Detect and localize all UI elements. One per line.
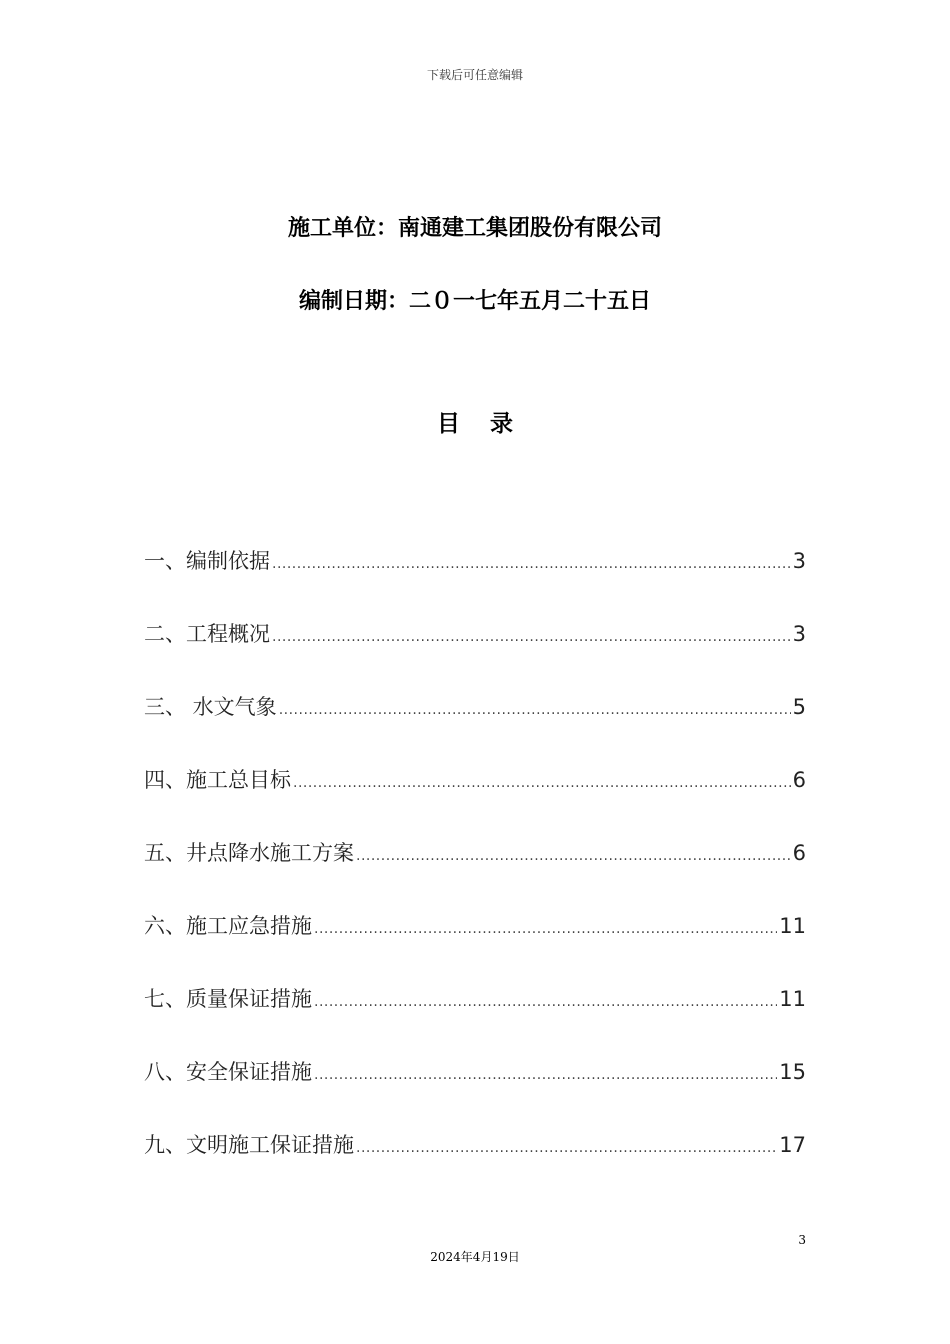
toc-entry[interactable] (144, 618, 806, 691)
compile-date: 编制日期：二０一七年五月二十五日 (298, 289, 651, 314)
toc-entry-page: 11 (779, 914, 806, 938)
toc-leader-dots (314, 1067, 777, 1083)
toc-leader-dots (272, 556, 791, 572)
toc-entry-page: 6 (792, 768, 806, 792)
toc-entry[interactable] (144, 910, 806, 983)
toc-entry[interactable] (144, 545, 806, 618)
toc-entry[interactable] (144, 837, 806, 910)
toc-entry-label: 八、安全保证措施 (144, 1060, 312, 1084)
toc-leader-dots (279, 702, 791, 718)
toc-entry-label: 六、施工应急措施 (144, 914, 312, 938)
toc-entry[interactable] (144, 983, 806, 1056)
page-number: 3 (798, 1233, 806, 1247)
toc-entry[interactable] (144, 764, 806, 837)
toc-entry-page: 5 (792, 695, 806, 719)
toc-entry-page: 15 (779, 1060, 806, 1084)
toc-entry-page: 3 (792, 622, 806, 646)
toc-entry-label: 一、编制依据 (144, 549, 270, 573)
toc-entry-label: 二、工程概况 (144, 622, 270, 646)
toc-entry-label: 七、质量保证措施 (144, 987, 312, 1011)
toc-title: 目录 (437, 411, 543, 437)
toc-entry-label: 四、施工总目标 (144, 768, 291, 792)
toc-leader-dots (356, 1140, 777, 1156)
construction-unit: 施工单位：南通建工集团股份有限公司 (287, 216, 662, 241)
toc-leader-dots (293, 775, 791, 791)
toc-entry[interactable] (144, 1056, 806, 1129)
toc-entry[interactable] (144, 691, 806, 764)
footer-date: 2024年4月19日 (430, 1250, 520, 1264)
toc-entry-page: 3 (792, 549, 806, 573)
toc-leader-dots (314, 994, 777, 1010)
toc-entry-page: 11 (779, 987, 806, 1011)
toc-entry-label: 九、文明施工保证措施 (144, 1133, 354, 1157)
toc-entry[interactable] (144, 1129, 806, 1202)
toc-leader-dots (314, 921, 777, 937)
table-of-contents (144, 545, 806, 1202)
toc-entry-page: 17 (779, 1133, 806, 1157)
toc-leader-dots (356, 848, 791, 864)
toc-entry-page: 6 (792, 841, 806, 865)
toc-leader-dots (272, 629, 791, 645)
header-note: 下载后可任意编辑 (426, 68, 523, 82)
toc-entry-label: 三、 水文气象 (144, 695, 277, 719)
toc-entry-label: 五、井点降水施工方案 (144, 841, 354, 865)
